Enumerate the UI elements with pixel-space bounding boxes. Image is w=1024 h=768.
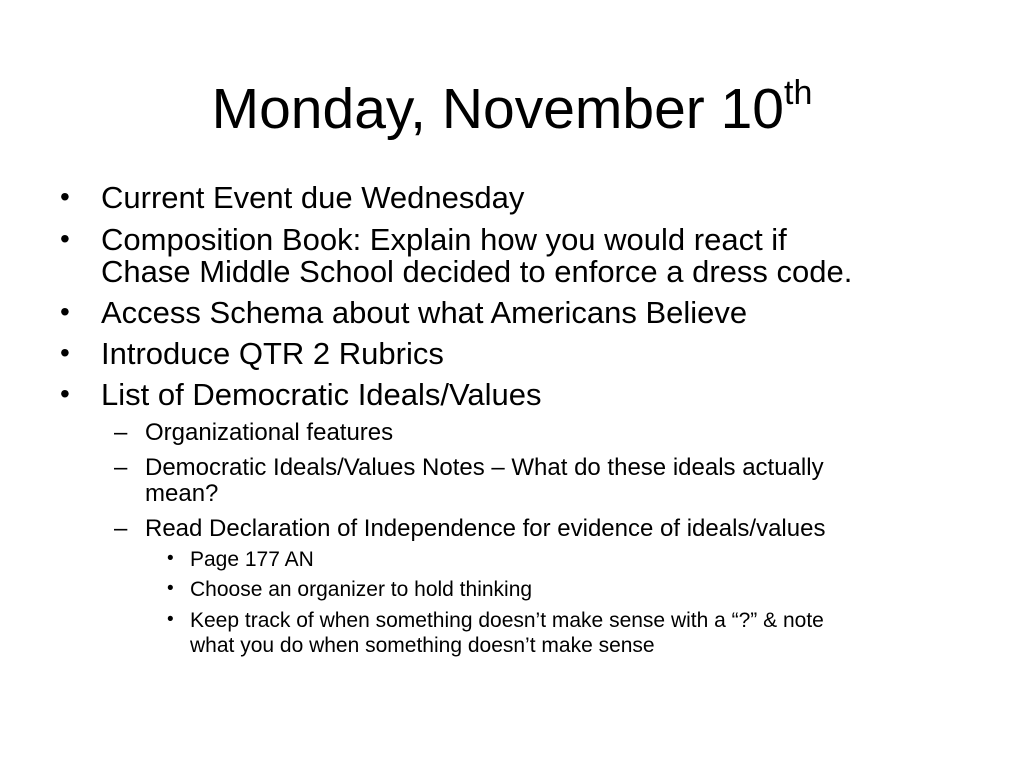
title-text: Monday, November 10 <box>211 77 785 141</box>
bullet-icon: • <box>60 296 70 327</box>
subsubitem-keep-track-line2: what you do when something doesn’t make sense <box>190 634 655 657</box>
agenda-item-rubrics: Introduce QTR 2 Rubrics <box>101 336 444 371</box>
agenda-item-access-schema: Access Schema about what Americans Believe <box>101 295 748 330</box>
subitem-notes-line1: Democratic Ideals/Values Notes – What do these ideals actually <box>145 454 824 481</box>
subsubitem-keep-track-line1: Keep track of when something doesn’t make sense with a “?” & note <box>190 609 824 632</box>
subsubitem-organizer: Choose an organizer to hold thinking <box>190 578 533 601</box>
bullet-icon: • <box>60 337 70 368</box>
subitem-notes-line2: mean? <box>145 480 219 507</box>
title-superscript: th <box>784 74 813 112</box>
bullet-icon: • <box>60 223 70 254</box>
agenda-item-democratic-ideals: List of Democratic Ideals/Values <box>101 377 542 412</box>
bullet-icon: • <box>167 578 174 599</box>
agenda-item-composition-line1: Composition Book: Explain how you would react if <box>101 222 787 257</box>
bullet-icon: • <box>167 609 174 630</box>
agenda-item-current-event: Current Event due Wednesday <box>101 180 525 215</box>
dash-bullet-icon: – <box>114 454 128 481</box>
dash-bullet-icon: – <box>114 515 128 542</box>
subitem-declaration: Read Declaration of Independence for evidence of ideals/values <box>145 515 826 542</box>
bullet-icon: • <box>60 181 70 212</box>
slide-title <box>0 62 1024 144</box>
dash-bullet-icon: – <box>114 419 128 446</box>
subitem-organizational-features: Organizational features <box>145 419 394 446</box>
bullet-icon: • <box>60 378 70 409</box>
bullet-icon: • <box>167 548 174 569</box>
subsubitem-page: Page 177 AN <box>190 548 314 571</box>
agenda-item-composition-line2: Chase Middle School decided to enforce a dress code. <box>101 254 853 289</box>
